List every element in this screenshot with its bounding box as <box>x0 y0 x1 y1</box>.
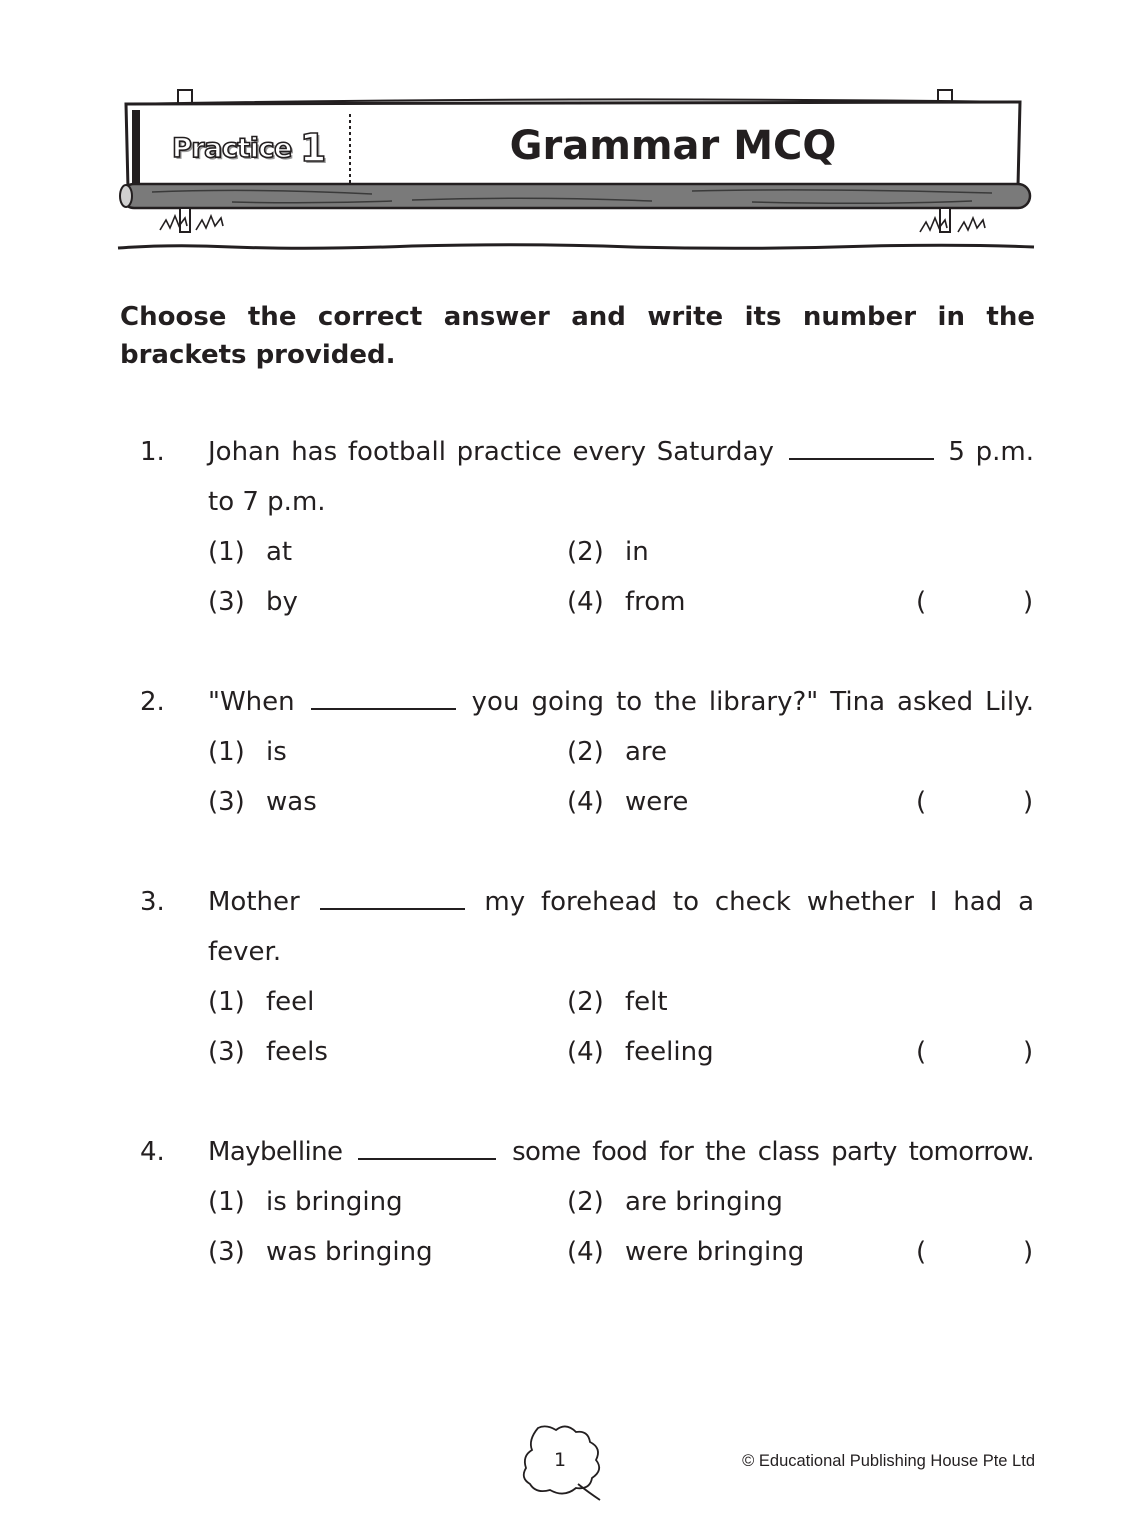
question-text-after: some food for the class party tomorrow. <box>512 1137 1034 1167</box>
option-3 <box>208 1227 433 1277</box>
question-line <box>208 1127 1034 1177</box>
question-4 <box>120 1127 1035 1287</box>
option-1 <box>208 727 287 777</box>
option-number: (4) <box>567 1037 604 1067</box>
page-title: Grammar MCQ <box>509 123 837 169</box>
question-2 <box>120 677 1035 837</box>
option-number: (1) <box>208 737 245 767</box>
option-text: is bringing <box>266 1187 403 1217</box>
question-number: 4. <box>140 1137 165 1167</box>
question-line <box>208 677 1034 727</box>
option-text: feel <box>266 987 315 1017</box>
option-number: (3) <box>208 1237 245 1267</box>
answer-blank <box>311 686 456 710</box>
option-2 <box>567 1177 783 1227</box>
question-3 <box>120 877 1035 1087</box>
option-2 <box>567 727 667 777</box>
option-number: (3) <box>208 587 245 617</box>
question-number: 3. <box>140 887 165 917</box>
option-text: was <box>266 787 317 817</box>
option-number: (2) <box>567 1187 604 1217</box>
option-text: from <box>625 587 686 617</box>
question-text <box>208 877 1034 977</box>
option-text: feels <box>266 1037 328 1067</box>
option-number: (1) <box>208 537 245 567</box>
question-line <box>208 427 1034 477</box>
question-text-continued: to 7 p.m. <box>208 487 326 517</box>
answer-blank <box>320 886 465 910</box>
option-text: was bringing <box>266 1237 433 1267</box>
option-number: (4) <box>567 587 604 617</box>
option-3 <box>208 577 298 627</box>
option-number: (2) <box>567 987 604 1017</box>
option-text: is <box>266 737 287 767</box>
answer-bracket-close[interactable]: ) <box>1023 1037 1034 1067</box>
question-text-after: you going to the library?" Tina asked Lily. <box>471 687 1035 717</box>
answer-blank <box>358 1136 496 1160</box>
answer-blank <box>789 436 934 460</box>
option-text: feeling <box>625 1037 714 1067</box>
practice-label <box>172 124 326 172</box>
option-number: (2) <box>567 737 604 767</box>
option-4 <box>567 577 686 627</box>
copyright-text: © Educational Publishing House Pte Ltd <box>742 1452 1035 1470</box>
option-4 <box>567 1227 804 1277</box>
option-text: by <box>266 587 298 617</box>
option-text: felt <box>625 987 668 1017</box>
option-text: were bringing <box>625 1237 805 1267</box>
question-1 <box>120 427 1035 637</box>
option-number: (4) <box>567 1237 604 1267</box>
option-text: in <box>625 537 649 567</box>
option-number: (3) <box>208 1037 245 1067</box>
question-text <box>208 1127 1034 1177</box>
question-text-continued: fever. <box>208 937 282 967</box>
answer-bracket-open[interactable]: ( <box>916 587 927 617</box>
practice-label-text: Practice <box>172 132 292 164</box>
option-text: are <box>625 737 668 767</box>
question-number: 1. <box>140 437 165 467</box>
option-2 <box>567 977 668 1027</box>
header-sign <box>112 80 1042 260</box>
answer-bracket-open[interactable]: ( <box>916 1037 927 1067</box>
answer-bracket-open[interactable]: ( <box>916 1237 927 1267</box>
option-1 <box>208 1177 403 1227</box>
option-number: (1) <box>208 987 245 1017</box>
option-number: (1) <box>208 1187 245 1217</box>
page-number: 1 <box>553 1449 567 1471</box>
question-text-before: Mother <box>208 887 300 917</box>
question-line <box>208 877 1034 927</box>
option-1 <box>208 527 292 577</box>
practice-number: 1 <box>299 126 326 170</box>
question-text-before: Maybelline <box>208 1137 343 1167</box>
question-text <box>208 427 1034 527</box>
question-text <box>208 677 1034 727</box>
option-text: are bringing <box>625 1187 783 1217</box>
option-text: at <box>266 537 293 567</box>
answer-bracket-close[interactable]: ) <box>1023 587 1034 617</box>
option-4 <box>567 1027 714 1077</box>
option-3 <box>208 1027 328 1077</box>
answer-bracket-open[interactable]: ( <box>916 787 927 817</box>
option-1 <box>208 977 314 1027</box>
option-number: (2) <box>567 537 604 567</box>
instruction-text: Choose the correct answer and write its number in the brackets provided. <box>120 302 1035 370</box>
question-number: 2. <box>140 687 165 717</box>
question-text-before: "When <box>208 687 295 717</box>
option-4 <box>567 777 688 827</box>
option-number: (4) <box>567 787 604 817</box>
option-3 <box>208 777 317 827</box>
option-number: (3) <box>208 787 245 817</box>
option-text: were <box>625 787 689 817</box>
question-text-after: 5 p.m. <box>948 437 1034 467</box>
option-2 <box>567 527 649 577</box>
question-text-before: Johan has football practice every Saturday <box>208 437 774 467</box>
answer-bracket-close[interactable]: ) <box>1023 787 1034 817</box>
answer-bracket-close[interactable]: ) <box>1023 1237 1034 1267</box>
question-text-after: my forehead to check whether I had a <box>484 887 1035 917</box>
